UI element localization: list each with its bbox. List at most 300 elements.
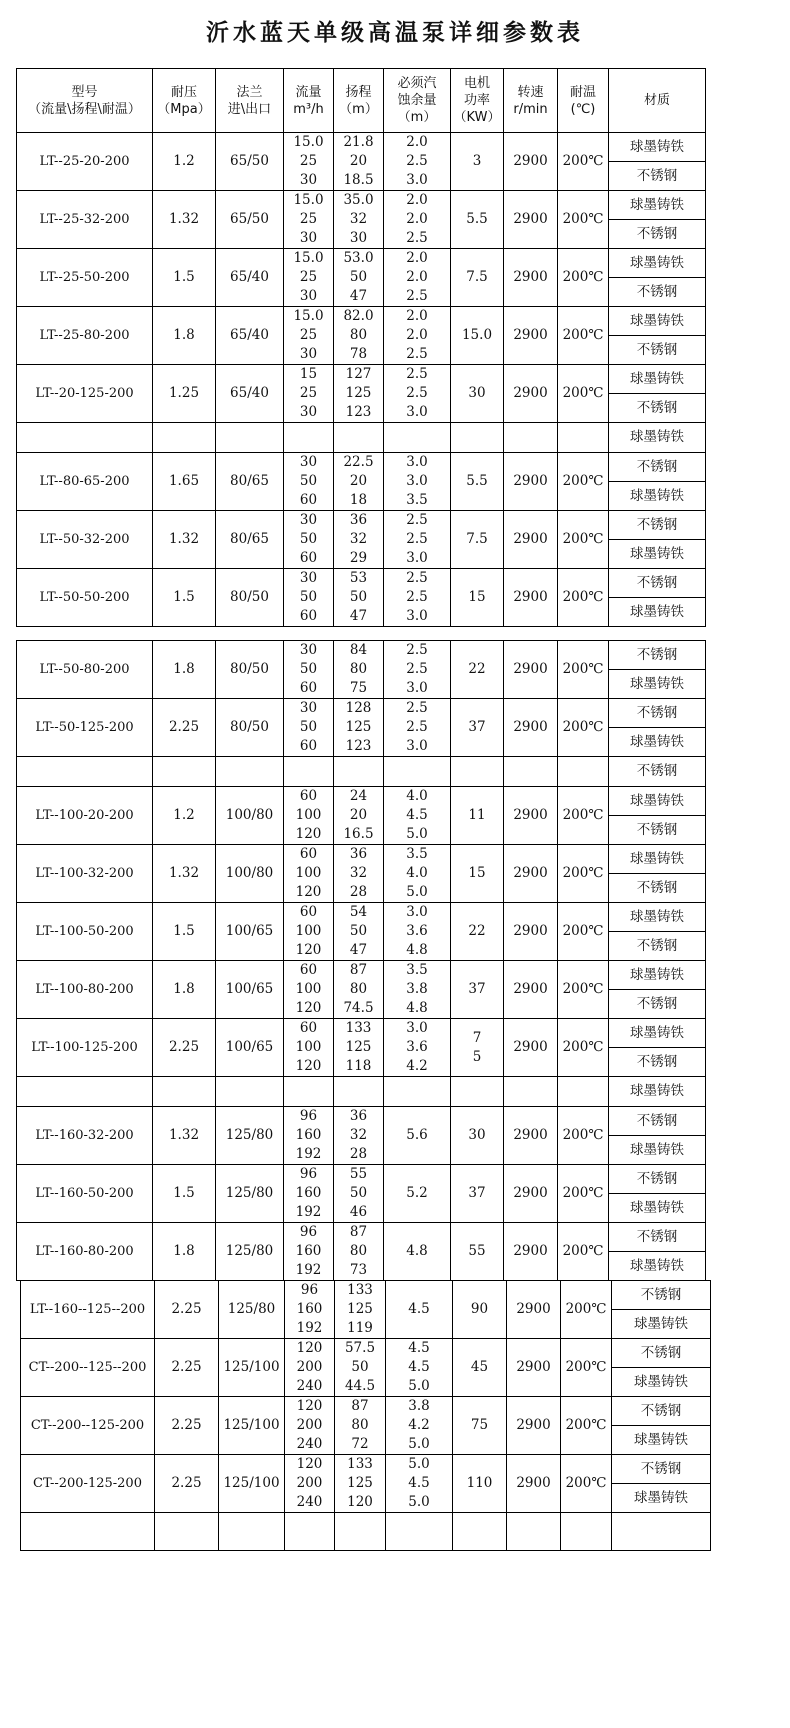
head-cell [335,1397,386,1455]
flow-value: 50 [299,719,318,735]
npsh-cell [384,1019,451,1077]
head-cell [334,511,384,569]
flow-value: 120 [296,1456,323,1472]
flange-cell: 80/50 [216,699,284,757]
empty-cell [334,423,384,453]
head-cell [334,569,384,627]
column-header: 耐压 （Mpa） [153,69,216,133]
flow-cell [284,961,334,1019]
npsh-cell [384,1165,451,1223]
flow-value: 30 [299,288,318,304]
head-value: 46 [349,1204,368,1220]
pressure-cell: 1.32 [153,1107,216,1165]
head-value: 78 [349,346,368,362]
head-value: 125 [347,1475,373,1491]
head-cell [334,249,384,307]
npsh-value: 4.2 [408,1417,430,1433]
material-cell: 不锈钢 [609,641,706,670]
pump-row [21,1339,711,1368]
flow-cell [284,249,334,307]
npsh-value: 2.5 [406,153,428,169]
npsh-cell [384,191,451,249]
power-cell [451,641,504,699]
temp-cell: 200℃ [558,787,609,845]
head-value: 29 [349,550,368,566]
pressure-cell: 1.8 [153,307,216,365]
power-cell [451,845,504,903]
temp-cell: 200℃ [558,511,609,569]
flow-value: 200 [296,1359,323,1375]
material-cell: 球墨铸铁 [612,1368,711,1397]
power-cell [451,1019,504,1077]
npsh-value: 3.0 [406,550,428,566]
speed-cell: 2900 [504,903,558,961]
npsh-value: 2.5 [406,661,428,677]
flange-cell: 100/80 [216,787,284,845]
pressure-cell: 1.5 [153,569,216,627]
npsh-value: 2.5 [406,642,428,658]
flange-cell: 100/65 [216,903,284,961]
material-cell: 球墨铸铁 [609,961,706,990]
power-cell [451,511,504,569]
flow-value: 15.0 [293,250,324,266]
head-value: 24 [349,788,368,804]
material-cell: 球墨铸铁 [612,1484,711,1513]
material-cell: 球墨铸铁 [609,1077,706,1107]
head-value: 20 [349,807,368,823]
material-cell: 球墨铸铁 [609,728,706,757]
head-cell [334,903,384,961]
power-value: 15 [468,865,486,881]
power-cell [451,569,504,627]
empty-cell [285,1513,335,1551]
flow-value: 60 [299,1020,318,1036]
empty-cell [334,757,384,787]
material-cell: 不锈钢 [609,569,706,598]
material-cell: 不锈钢 [609,336,706,365]
npsh-cell [384,365,451,423]
flow-value: 96 [299,1108,318,1124]
power-value: 37 [468,981,486,997]
temp-cell: 200℃ [558,453,609,511]
power-cell [451,1223,504,1281]
npsh-value: 2.5 [406,230,428,246]
pump-row [17,1107,706,1136]
npsh-value: 3.0 [406,404,428,420]
power-cell [453,1339,507,1397]
flow-value: 60 [299,608,318,624]
material-cell: 不锈钢 [609,1107,706,1136]
power-cell [451,307,504,365]
flange-cell: 80/50 [216,641,284,699]
head-value: 73 [349,1262,368,1278]
flow-value: 100 [295,865,322,881]
empty-cell [219,1513,285,1551]
empty-cell [155,1513,219,1551]
npsh-value: 2.5 [406,719,428,735]
pressure-cell: 1.65 [153,453,216,511]
flow-value: 50 [299,661,318,677]
head-cell [335,1455,386,1513]
pressure-cell: 2.25 [155,1339,219,1397]
flow-value: 200 [296,1417,323,1433]
pump-row [17,903,706,932]
blank-row [17,1077,706,1107]
speed-cell: 2900 [504,249,558,307]
power-value: 5.5 [466,211,488,227]
npsh-value: 3.5 [406,962,428,978]
npsh-value: 2.5 [406,700,428,716]
flow-value: 60 [299,680,318,696]
empty-cell [17,757,153,787]
flow-cell [285,1397,335,1455]
model-cell: CT--200-125-200 [21,1455,155,1513]
npsh-value: 3.0 [406,738,428,754]
head-value: 133 [347,1456,373,1472]
model-cell: LT--160-32-200 [17,1107,153,1165]
flange-cell: 125/100 [219,1397,285,1455]
pump-row [17,787,706,816]
flange-cell: 80/50 [216,569,284,627]
material-cell: 球墨铸铁 [609,845,706,874]
column-header: 法兰 进\出口 [216,69,284,133]
flange-cell: 65/40 [216,249,284,307]
empty-cell [216,757,284,787]
npsh-cell [384,133,451,191]
head-cell [334,641,384,699]
npsh-cell [384,511,451,569]
head-cell [334,845,384,903]
head-value: 87 [351,1398,369,1414]
pump-row [17,845,706,874]
power-value: 5 [472,1048,482,1065]
power-value: 15 [468,589,486,605]
empty-cell [153,423,216,453]
empty-cell [504,1077,558,1107]
npsh-cell [384,845,451,903]
speed-cell: 2900 [504,307,558,365]
model-cell: LT--100-32-200 [17,845,153,903]
temp-cell: 200℃ [558,1019,609,1077]
head-value: 22.5 [343,454,374,470]
spec-table [20,1280,711,1551]
head-cell [334,699,384,757]
flow-value: 15.0 [293,134,324,150]
head-value: 47 [349,608,368,624]
model-cell: LT--25-32-200 [17,191,153,249]
material-cell: 不锈钢 [612,1397,711,1426]
empty-cell [384,757,451,787]
npsh-value: 5.2 [406,1185,428,1201]
empty-cell [451,1077,504,1107]
head-value: 50 [349,269,368,285]
head-value: 54 [349,904,368,920]
npsh-cell [384,699,451,757]
speed-cell: 2900 [507,1339,561,1397]
flow-value: 60 [299,550,318,566]
pressure-cell: 2.25 [155,1397,219,1455]
head-value: 47 [349,942,368,958]
power-cell [451,1165,504,1223]
speed-cell: 2900 [504,641,558,699]
empty-cell [504,423,558,453]
flange-cell: 100/80 [216,845,284,903]
head-cell [334,1223,384,1281]
speed-cell: 2900 [507,1455,561,1513]
npsh-value: 2.0 [406,308,428,324]
npsh-value: 4.5 [408,1340,430,1356]
npsh-value: 2.5 [406,366,428,382]
material-cell: 球墨铸铁 [609,598,706,627]
material-cell: 不锈钢 [609,757,706,787]
power-cell [451,191,504,249]
npsh-cell [384,1107,451,1165]
material-cell: 球墨铸铁 [612,1310,711,1339]
material-cell: 球墨铸铁 [609,482,706,511]
material-cell: 不锈钢 [612,1339,711,1368]
blank-row [17,757,706,787]
flow-value: 25 [299,269,318,285]
flow-value: 96 [299,1166,318,1182]
flow-value: 15.0 [293,192,324,208]
empty-cell [153,1077,216,1107]
npsh-value: 3.0 [406,608,428,624]
npsh-value: 4.2 [406,1058,428,1074]
flow-cell [284,845,334,903]
head-value: 84 [349,642,368,658]
spec-table [16,640,706,1281]
model-cell: LT--25-20-200 [17,133,153,191]
head-value: 36 [349,1108,368,1124]
npsh-value: 2.5 [406,531,428,547]
column-header: 转速 r/min [504,69,558,133]
flow-value: 160 [295,1243,322,1259]
npsh-value: 4.5 [408,1359,430,1375]
column-header: 扬程 （m） [334,69,384,133]
head-value: 32 [349,1127,368,1143]
head-value: 125 [345,719,372,735]
flow-value: 240 [296,1378,323,1394]
power-cell [451,365,504,423]
flow-value: 120 [295,1000,322,1016]
npsh-value: 2.5 [406,570,428,586]
pressure-cell: 1.25 [153,365,216,423]
head-value: 80 [349,981,368,997]
npsh-value: 5.0 [406,826,428,842]
material-cell: 不锈钢 [612,1281,711,1310]
model-cell: LT--160-50-200 [17,1165,153,1223]
model-cell: LT--20-125-200 [17,365,153,423]
spec-table [16,68,706,627]
npsh-value: 5.0 [408,1494,430,1510]
head-value: 123 [345,404,372,420]
flange-cell: 100/65 [216,1019,284,1077]
flange-cell: 65/50 [216,133,284,191]
head-value: 18.5 [343,172,374,188]
material-cell: 球墨铸铁 [609,670,706,699]
npsh-cell [384,569,451,627]
model-cell: LT--160--125--200 [21,1281,155,1339]
model-cell: LT--100-20-200 [17,787,153,845]
model-cell: LT--80-65-200 [17,453,153,511]
flow-cell [284,1019,334,1077]
temp-cell: 200℃ [558,191,609,249]
material-cell: 不锈钢 [609,278,706,307]
model-cell: CT--200--125-200 [21,1397,155,1455]
head-value: 20 [349,153,368,169]
model-cell: LT--100-50-200 [17,903,153,961]
head-value: 32 [349,865,368,881]
flow-value: 30 [299,700,318,716]
power-cell [451,787,504,845]
speed-cell: 2900 [504,1107,558,1165]
head-value: 32 [349,531,368,547]
npsh-cell [384,903,451,961]
head-value: 87 [349,1224,368,1240]
flow-cell [284,1165,334,1223]
temp-cell: 200℃ [558,1107,609,1165]
speed-cell: 2900 [504,787,558,845]
temp-cell: 200℃ [558,641,609,699]
power-value: 3 [472,153,482,169]
npsh-value: 3.0 [406,904,428,920]
npsh-cell [384,1223,451,1281]
npsh-value: 3.0 [406,680,428,696]
page-title: 沂水蓝天单级高温泵详细参数表 [206,20,584,46]
temp-cell: 200℃ [558,903,609,961]
power-value: 110 [466,1475,493,1491]
head-cell [334,191,384,249]
model-cell: LT--160-80-200 [17,1223,153,1281]
flange-cell: 125/100 [219,1339,285,1397]
flow-value: 96 [299,1224,318,1240]
flow-value: 120 [295,1058,322,1074]
head-value: 53 [349,570,368,586]
pressure-cell: 1.8 [153,1223,216,1281]
temp-cell: 200℃ [561,1339,612,1397]
pump-row [21,1397,711,1426]
blank-row [21,1513,711,1551]
flow-cell [285,1281,335,1339]
power-value: 30 [468,1127,486,1143]
pressure-cell: 1.32 [153,191,216,249]
flow-cell [284,903,334,961]
empty-cell [334,1077,384,1107]
speed-cell: 2900 [507,1397,561,1455]
head-value: 47 [349,288,368,304]
head-value: 18 [349,492,368,508]
speed-cell: 2900 [504,1019,558,1077]
material-cell: 不锈钢 [609,990,706,1019]
material-cell: 不锈钢 [609,394,706,423]
npsh-value: 3.0 [406,473,428,489]
pump-row [17,1223,706,1252]
npsh-value: 4.0 [406,865,428,881]
flow-value: 120 [295,826,322,842]
npsh-value: 2.0 [406,192,428,208]
flow-value: 100 [295,807,322,823]
material-cell: 不锈钢 [609,1223,706,1252]
flow-value: 100 [295,923,322,939]
flow-value: 60 [299,492,318,508]
model-cell: CT--200--125--200 [21,1339,155,1397]
empty-cell [17,1077,153,1107]
flow-value: 160 [295,1127,322,1143]
flange-cell: 80/65 [216,511,284,569]
model-cell: LT--100-125-200 [17,1019,153,1077]
npsh-cell [384,641,451,699]
speed-cell: 2900 [504,1223,558,1281]
model-cell: LT--25-50-200 [17,249,153,307]
empty-cell [284,423,334,453]
temp-cell: 200℃ [561,1397,612,1455]
column-header: 流量 m³/h [284,69,334,133]
flow-value: 192 [295,1262,322,1278]
flow-value: 50 [299,589,318,605]
pressure-cell: 1.32 [153,511,216,569]
column-header: 耐温 (℃) [558,69,609,133]
material-cell: 不锈钢 [609,699,706,728]
power-value: 7.5 [466,531,488,547]
head-value: 125 [347,1301,373,1317]
pump-row [17,133,706,162]
npsh-value: 3.0 [406,454,428,470]
head-cell [334,133,384,191]
head-value: 80 [349,327,368,343]
npsh-value: 3.5 [406,846,428,862]
flange-cell: 65/50 [216,191,284,249]
flange-cell: 100/65 [216,961,284,1019]
head-value: 50 [349,589,368,605]
model-cell: LT--50-32-200 [17,511,153,569]
power-value: 90 [470,1301,489,1317]
head-value: 20 [349,473,368,489]
flow-cell [284,1223,334,1281]
material-cell: 球墨铸铁 [609,191,706,220]
flow-cell [284,1107,334,1165]
temp-cell: 200℃ [558,365,609,423]
flow-cell [284,641,334,699]
npsh-value: 4.0 [406,788,428,804]
pump-row [17,249,706,278]
head-value: 127 [345,366,372,382]
flow-value: 30 [299,404,318,420]
head-value: 36 [349,512,368,528]
temp-cell: 200℃ [561,1455,612,1513]
header-row [17,69,706,133]
speed-cell: 2900 [504,365,558,423]
npsh-value: 5.0 [408,1436,430,1452]
empty-cell [284,757,334,787]
npsh-cell [384,453,451,511]
speed-cell: 2900 [504,511,558,569]
speed-cell: 2900 [504,961,558,1019]
flow-value: 30 [299,230,318,246]
flow-value: 60 [299,904,318,920]
flange-cell: 125/100 [219,1455,285,1513]
flow-value: 120 [296,1340,323,1356]
npsh-value: 4.8 [406,1000,428,1016]
head-value: 119 [347,1320,373,1336]
power-cell [451,133,504,191]
head-cell [334,961,384,1019]
power-value: 11 [468,807,486,823]
material-cell: 不锈钢 [612,1455,711,1484]
empty-cell [335,1513,386,1551]
flow-cell [284,453,334,511]
head-value: 80 [349,1243,368,1259]
material-cell: 球墨铸铁 [609,133,706,162]
